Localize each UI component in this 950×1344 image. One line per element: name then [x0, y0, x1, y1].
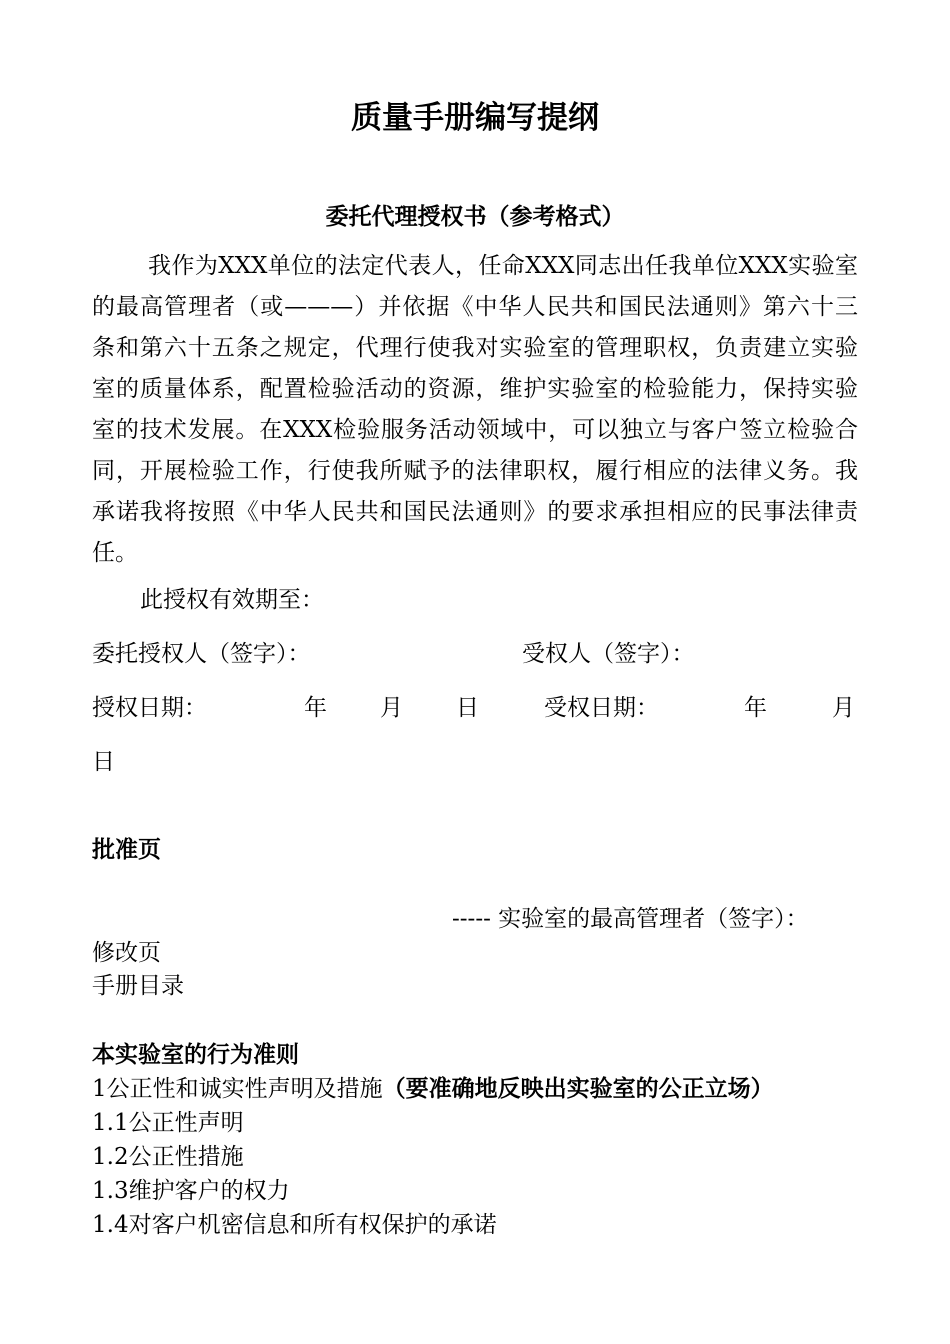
conduct-item-1-emphasis: （要准确地反映出实验室的公正立场）	[382, 1076, 774, 1102]
paragraph-line: 同，开展检验工作，行使我所赋予的法律职权，履行相应的法律义务。我	[92, 458, 858, 484]
agent-signature-label: 受权人（签字）：	[522, 641, 695, 667]
approval-heading: 批准页	[92, 837, 161, 863]
conduct-heading: 本实验室的行为准则	[92, 1042, 299, 1068]
revision-page-heading: 修改页	[92, 940, 161, 966]
paragraph-line: 室的技术发展。在XXX检验服务活动领域中，可以独立与客户签立检验合	[92, 417, 858, 443]
conduct-subitem: 1.4对客户机密信息和所有权保护的承诺	[92, 1212, 497, 1238]
paragraph-line: 条和第六十五条之规定，代理行使我对实验室的管理职权，负责建立实验	[92, 335, 858, 361]
recv-year-label: 年	[744, 695, 767, 721]
auth-year-label: 年	[304, 695, 327, 721]
authorization-date-label: 授权日期：	[92, 695, 207, 721]
recv-month-label: 月	[832, 695, 855, 721]
recv-day-label: 日	[92, 749, 115, 775]
conduct-subitem: 1.3维护客户的权力	[92, 1178, 290, 1204]
approval-signature-line: ----- 实验室的最高管理者（签字）：	[452, 906, 809, 932]
paragraph-line: 室的质量体系，配置检验活动的资源，维护实验室的检验能力，保持实验	[92, 376, 858, 402]
paragraph-line: 承诺我将按照《中华人民共和国民法通则》的要求承担相应的民事法律责	[92, 499, 858, 525]
conduct-subitem: 1.2公正性措施	[92, 1144, 244, 1170]
authorization-subtitle: 委托代理授权书（参考格式）	[325, 204, 625, 230]
validity-line: 此授权有效期至：	[140, 587, 324, 613]
conduct-item-1	[92, 1070, 774, 1103]
conduct-item-1-text: 1公正性和诚实性声明及措施	[92, 1076, 383, 1102]
auth-day-label: 日	[456, 695, 479, 721]
manual-contents-heading: 手册目录	[92, 973, 184, 999]
principal-signature-label: 委托授权人（签字）：	[92, 641, 311, 667]
paragraph-line: 我作为XXX单位的法定代表人，任命XXX同志出任我单位XXX实验室	[148, 253, 858, 279]
receive-date-label: 受权日期：	[544, 695, 659, 721]
document-title: 质量手册编写提纲	[351, 100, 599, 136]
date-row	[0, 689, 950, 719]
paragraph-line: 的最高管理者（或———）并依据《中华人民共和国民法通则》第六十三	[92, 294, 858, 320]
conduct-subitem: 1.1公正性声明	[92, 1110, 244, 1136]
auth-month-label: 月	[380, 695, 403, 721]
paragraph-line: 任。	[92, 540, 138, 566]
